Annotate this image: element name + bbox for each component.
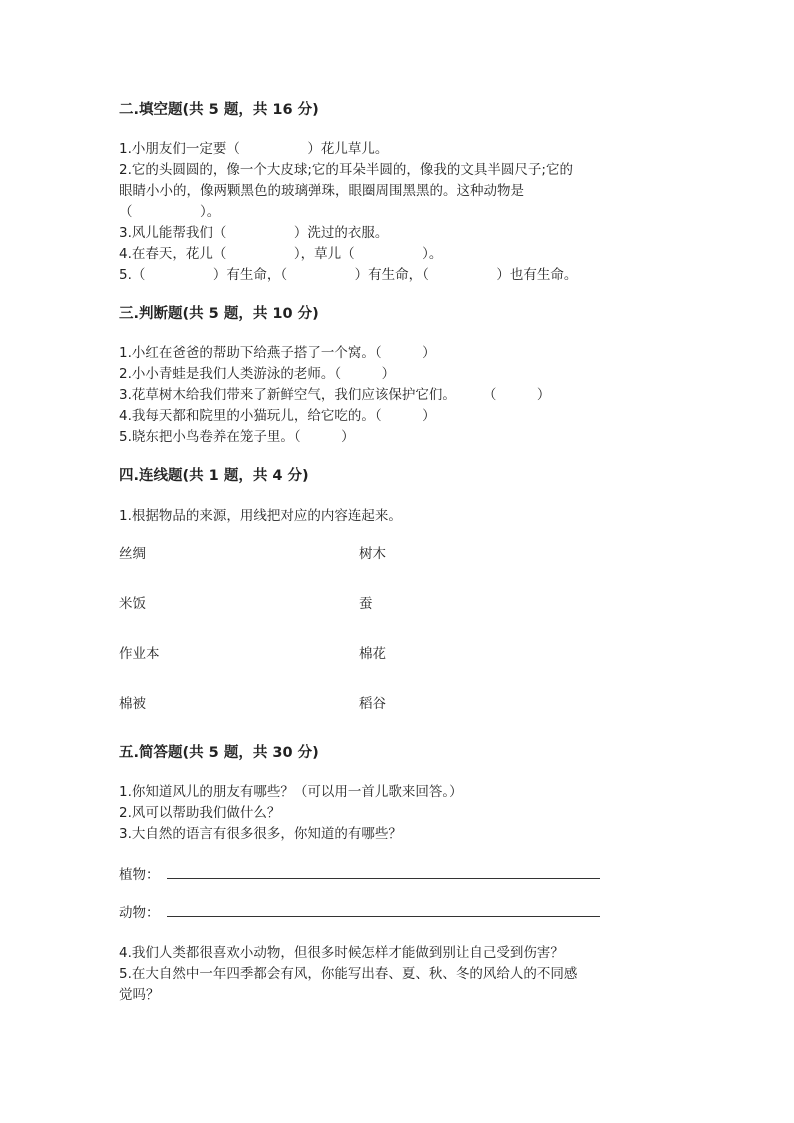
question-text: 5.（ ）有生命，（ ）有生命，（ ）也有生命。 (119, 267, 578, 283)
question-text: 4.我每天都和院里的小猫玩儿，给它吃的。（ ） (119, 408, 436, 424)
question-text: 4.我们人类都很喜欢小动物，但很多时候怎样才能做到别让自己受到伤害？ (119, 945, 564, 961)
question-text: 3.风儿能帮我们（ ）洗过的衣服。 (119, 225, 389, 241)
question-text: 3.花草树木给我们带来了新鲜空气，我们应该保护它们。 （ ） (119, 387, 551, 403)
match-right-item: 棉花 (359, 646, 386, 662)
section-title-fill-in: 二.填空题(共 5 题，共 16 分) (119, 102, 319, 118)
question-text: 4.在春天，花儿（ ），草儿（ ）。 (119, 246, 443, 262)
question-text: 5.晓东把小鸟卷养在笼子里。（ ） (119, 429, 355, 445)
question-text: 1.小朋友们一定要（ ）花儿草儿。 (119, 141, 389, 157)
animals-label: 动物： (119, 905, 160, 921)
question-text: 2.小小青蛙是我们人类游泳的老师。（ ） (119, 366, 396, 382)
section-title-matching: 四.连线题(共 1 题，共 4 分) (119, 468, 309, 484)
match-left-item: 棉被 (119, 696, 146, 712)
match-right-item: 树木 (359, 546, 386, 562)
match-left-item: 作业本 (119, 646, 160, 662)
question-text: 1.根据物品的来源，用线把对应的内容连起来。 (119, 508, 402, 524)
animals-answer-line[interactable] (167, 900, 600, 917)
question-text: 2.风可以帮助我们做什么？ (119, 805, 281, 821)
match-right-item: 稻谷 (359, 696, 386, 712)
plants-answer-line[interactable] (167, 862, 600, 879)
section-title-short-answer: 五.简答题(共 5 题，共 30 分) (119, 745, 319, 761)
match-right-item: 蚕 (359, 596, 373, 612)
question-text: 1.小红在爸爸的帮助下给燕子搭了一个窝。（ ） (119, 345, 436, 361)
question-text: （ ）。 (119, 204, 221, 220)
question-text: 1.你知道风儿的朋友有哪些？（可以用一首儿歌来回答。） (119, 784, 463, 800)
question-text: 眼睛小小的，像两颗黑色的玻璃弹珠，眼圈周围黑黑的。这种动物是 (119, 183, 524, 199)
question-text: 觉吗？ (119, 987, 160, 1003)
question-text: 3.大自然的语言有很多很多，你知道的有哪些？ (119, 826, 402, 842)
match-left-item: 丝绸 (119, 546, 146, 562)
section-title-true-false: 三.判断题(共 5 题，共 10 分) (119, 306, 319, 322)
question-text: 5.在大自然中一年四季都会有风，你能写出春、夏、秋、冬的风给人的不同感 (119, 966, 578, 982)
plants-label: 植物： (119, 867, 160, 883)
match-left-item: 米饭 (119, 596, 146, 612)
question-text: 2.它的头圆圆的，像一个大皮球;它的耳朵半圆的，像我的文具半圆尺子;它的 (119, 162, 573, 178)
